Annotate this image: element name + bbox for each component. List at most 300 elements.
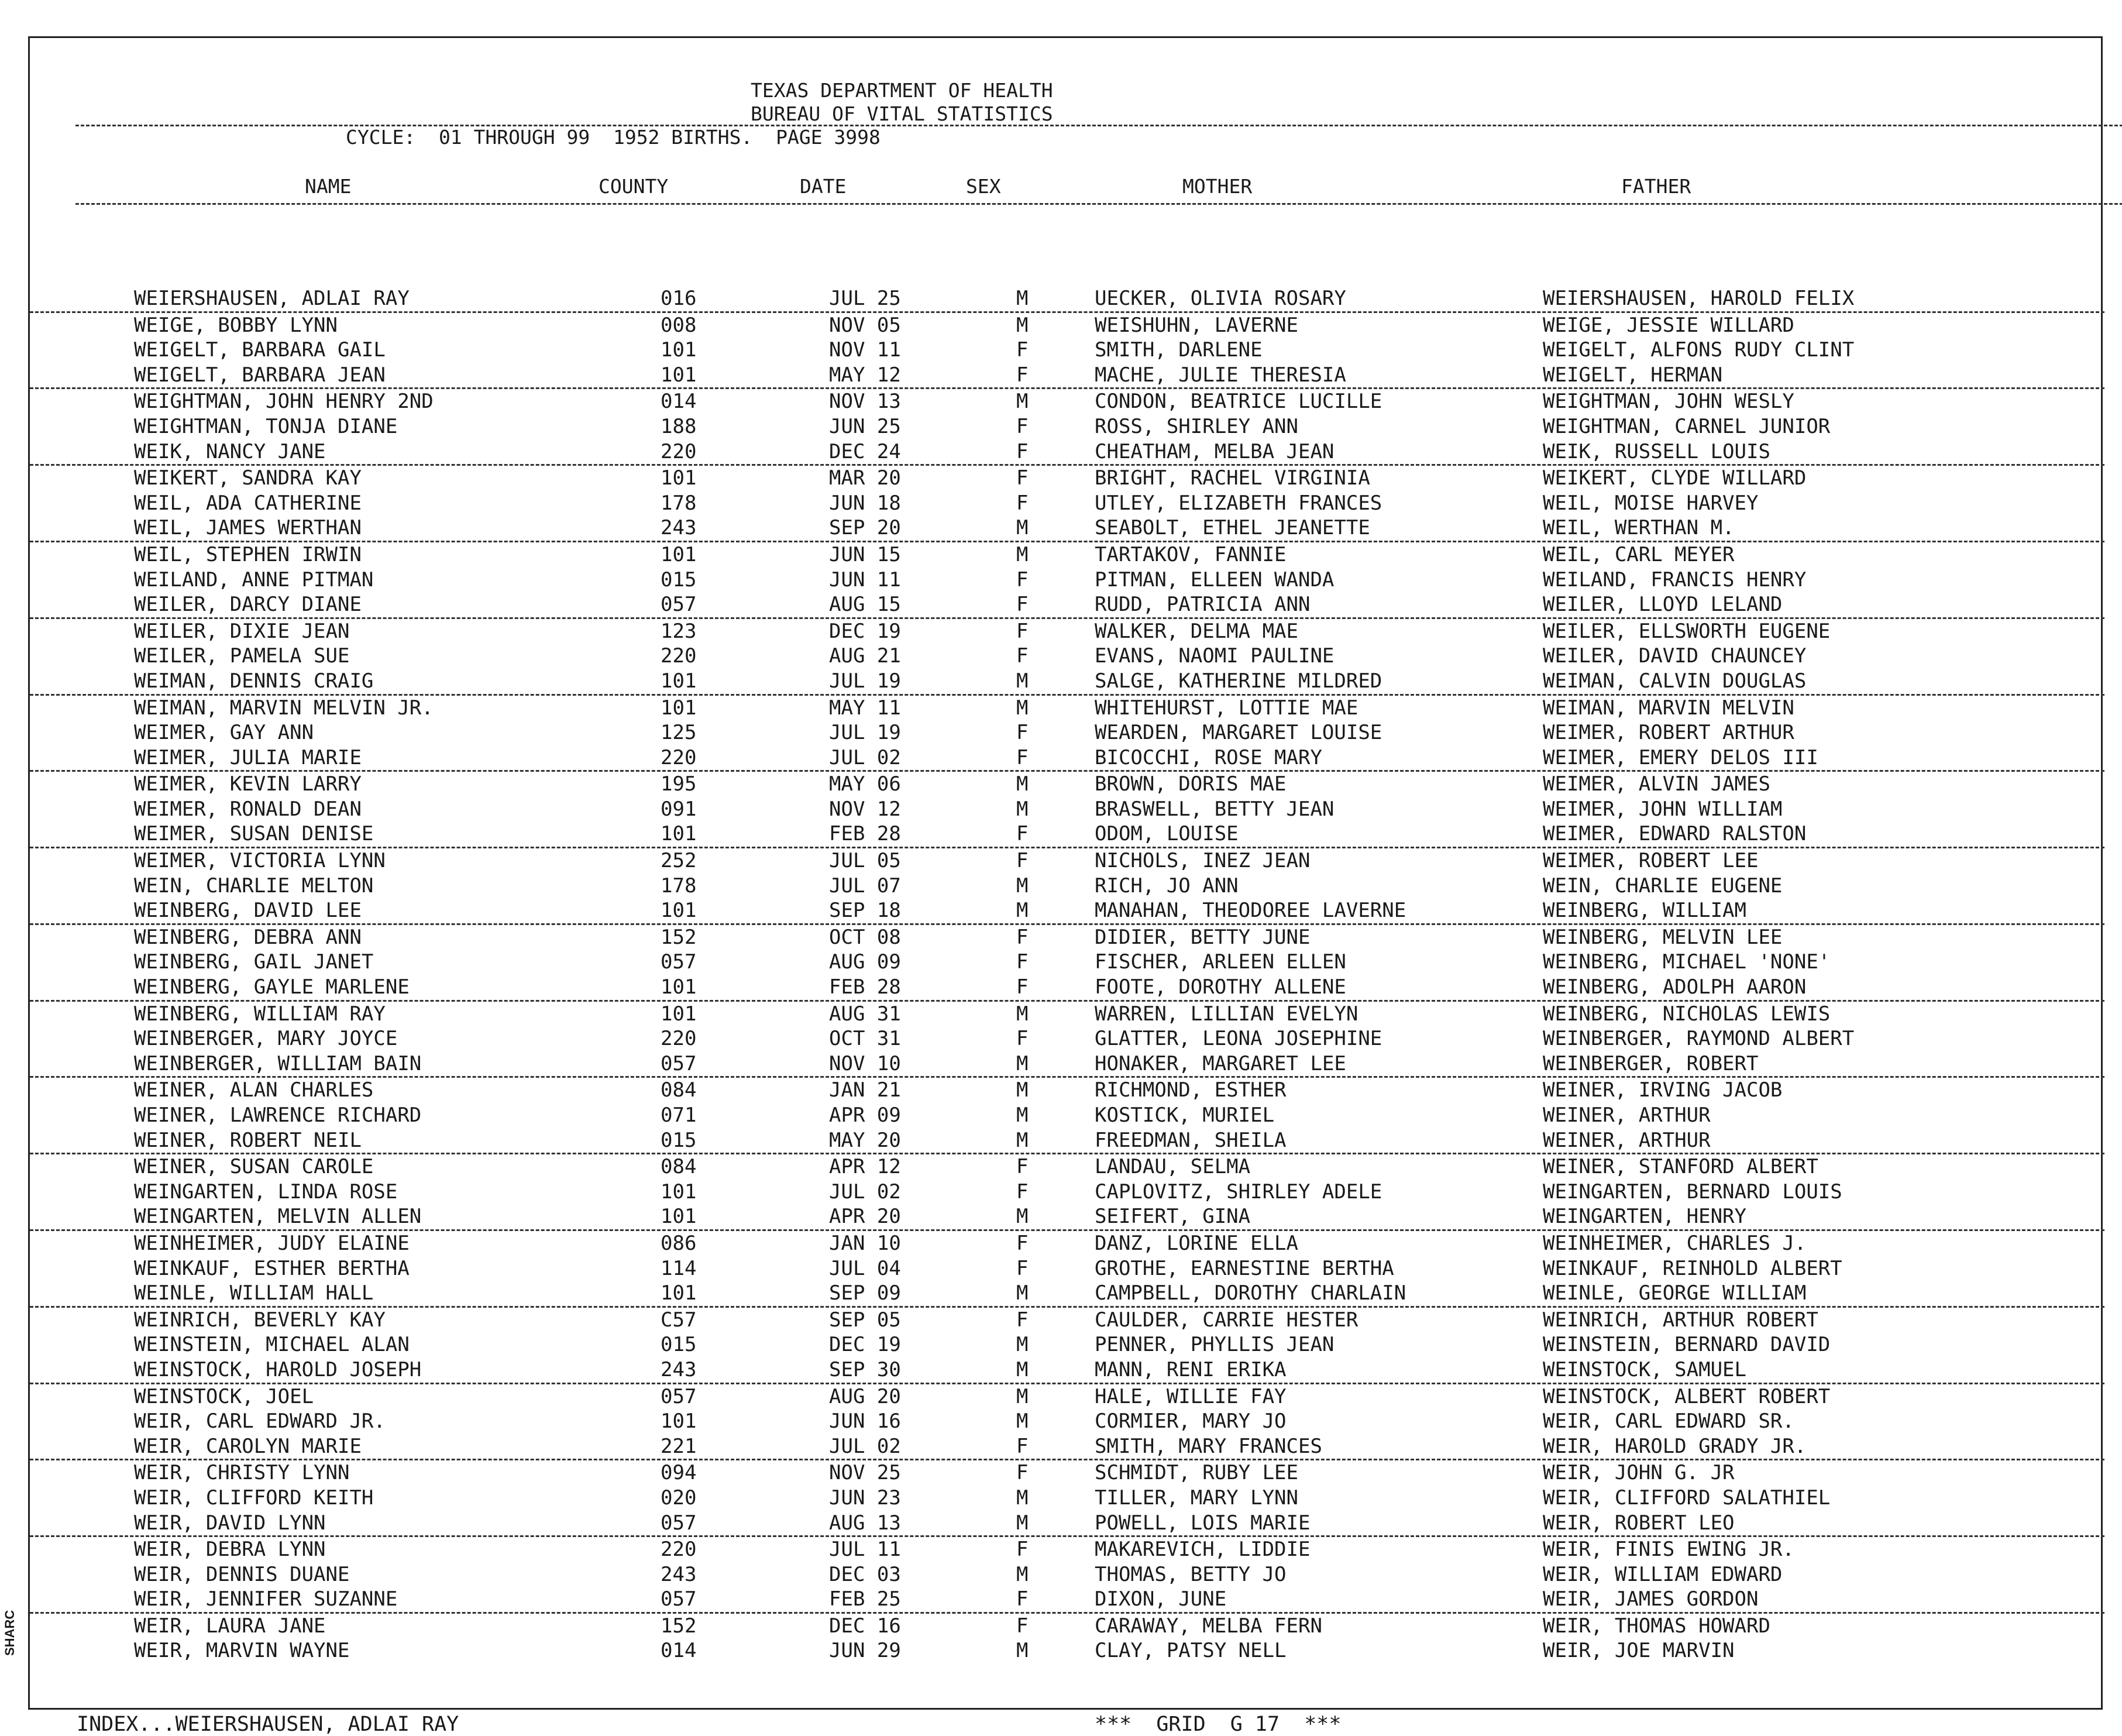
record-name: WEIMAN, MARVIN MELVIN JR. xyxy=(134,696,434,720)
record-mother: FREEDMAN, SHEILA xyxy=(1095,1128,1287,1152)
record-father: WEIL, MOISE HARVEY xyxy=(1543,491,1759,515)
record-mother: SALGE, KATHERINE MILDRED xyxy=(1095,669,1382,693)
record-row xyxy=(30,1638,2104,1663)
record-date: AUG 15 xyxy=(829,593,901,617)
record-row xyxy=(30,1308,2104,1333)
record-row xyxy=(30,975,2104,1002)
record-sex: M xyxy=(1016,287,1029,310)
record-name: WEIGHTMAN, JOHN HENRY 2ND xyxy=(134,390,434,414)
record-sex: M xyxy=(1016,1384,1029,1408)
record-sex: M xyxy=(1016,899,1029,923)
record-county: 086 xyxy=(661,1231,697,1255)
records-table xyxy=(30,286,2104,1663)
record-father: WEIR, CLIFFORD SALATHIEL xyxy=(1543,1486,1831,1510)
record-father: WEIGHTMAN, JOHN WESLY xyxy=(1543,390,1794,414)
record-county: 101 xyxy=(661,975,697,999)
record-date: JUN 25 xyxy=(829,414,901,438)
record-county: 091 xyxy=(661,797,697,821)
record-name: WEINBERG, GAYLE MARLENE xyxy=(134,975,410,999)
record-name: WEINSTOCK, JOEL xyxy=(134,1384,314,1408)
record-father: WEINBERG, WILLIAM xyxy=(1543,899,1746,923)
record-father: WEILER, LLOYD LELAND xyxy=(1543,593,1783,617)
record-father: WEIR, ROBERT LEO xyxy=(1543,1511,1735,1535)
record-county: 057 xyxy=(661,1051,697,1075)
record-county: 243 xyxy=(661,1562,697,1586)
record-sex: F xyxy=(1016,1180,1029,1204)
record-name: WEINGARTEN, MELVIN ALLEN xyxy=(134,1205,422,1229)
record-sex: M xyxy=(1016,669,1029,693)
record-county: 020 xyxy=(661,1486,697,1510)
record-county: 243 xyxy=(661,516,697,540)
record-county: 101 xyxy=(661,1180,697,1204)
record-father: WEILAND, FRANCIS HENRY xyxy=(1543,568,1807,592)
record-name: WEINLE, WILLIAM HALL xyxy=(134,1281,374,1305)
record-date: SEP 30 xyxy=(829,1357,901,1381)
record-row xyxy=(30,1332,2104,1357)
record-mother: SMITH, MARY FRANCES xyxy=(1095,1434,1322,1458)
record-father: WEIN, CHARLIE EUGENE xyxy=(1543,874,1783,898)
column-header-father: FATHER xyxy=(1621,175,1691,198)
record-row xyxy=(30,1614,2104,1639)
record-name: WEIL, STEPHEN IRWIN xyxy=(134,542,362,566)
record-date: AUG 21 xyxy=(829,644,901,668)
record-name: WEILER, DIXIE JEAN xyxy=(134,619,350,643)
record-county: 243 xyxy=(661,1357,697,1381)
record-row xyxy=(30,1026,2104,1051)
record-mother: RICHMOND, ESTHER xyxy=(1095,1078,1287,1102)
record-mother: MAKAREVICH, LIDDIE xyxy=(1095,1538,1311,1562)
record-mother: FISCHER, ARLEEN ELLEN xyxy=(1095,950,1346,974)
record-name: WEIMER, VICTORIA LYNN xyxy=(134,849,386,873)
record-father: WEIR, CARL EDWARD SR. xyxy=(1543,1410,1794,1434)
record-sex: F xyxy=(1016,1256,1029,1280)
record-mother: CLAY, PATSY NELL xyxy=(1095,1639,1287,1663)
record-row xyxy=(30,772,2104,797)
record-mother: BRASWELL, BETTY JEAN xyxy=(1095,797,1335,821)
record-mother: SCHMIDT, RUBY LEE xyxy=(1095,1461,1298,1485)
record-sex: M xyxy=(1016,772,1029,796)
record-county: C57 xyxy=(661,1308,697,1332)
record-name: WEINER, ALAN CHARLES xyxy=(134,1078,374,1102)
record-date: JUN 18 xyxy=(829,491,901,515)
record-row xyxy=(30,1180,2104,1205)
record-mother: TILLER, MARY LYNN xyxy=(1095,1486,1298,1510)
record-county: 008 xyxy=(661,313,697,337)
record-father: WEIR, HAROLD GRADY JR. xyxy=(1543,1434,1807,1458)
record-date: NOV 10 xyxy=(829,1051,901,1075)
record-county: 015 xyxy=(661,568,697,592)
record-father: WEINBERG, MICHAEL 'NONE' xyxy=(1543,950,1831,974)
record-date: JUN 23 xyxy=(829,1486,901,1510)
record-mother: UTLEY, ELIZABETH FRANCES xyxy=(1095,491,1382,515)
record-father: WEIR, JAMES GORDON xyxy=(1543,1587,1759,1611)
record-row xyxy=(30,1537,2104,1562)
column-header-sex: SEX xyxy=(966,175,1001,198)
record-name: WEINBERG, GAIL JANET xyxy=(134,950,374,974)
record-sex: M xyxy=(1016,390,1029,414)
record-sex: F xyxy=(1016,925,1029,949)
record-county: 071 xyxy=(661,1104,697,1127)
record-name: WEIMAN, DENNIS CRAIG xyxy=(134,669,374,693)
record-row xyxy=(30,1562,2104,1587)
record-county: 015 xyxy=(661,1333,697,1357)
record-mother: MACHE, JULIE THERESIA xyxy=(1095,363,1346,387)
record-county: 125 xyxy=(661,721,697,745)
record-name: WEINRICH, BEVERLY KAY xyxy=(134,1308,386,1332)
record-sex: M xyxy=(1016,1357,1029,1381)
record-date: AUG 13 xyxy=(829,1511,901,1535)
record-date: JUN 29 xyxy=(829,1639,901,1663)
record-date: FEB 28 xyxy=(829,975,901,999)
record-sex: F xyxy=(1016,619,1029,643)
record-date: SEP 20 xyxy=(829,516,901,540)
column-header-divider xyxy=(75,203,2122,205)
record-date: MAY 12 xyxy=(829,363,901,387)
record-name: WEIR, DAVID LYNN xyxy=(134,1511,326,1535)
record-mother: TARTAKOV, FANNIE xyxy=(1095,542,1287,566)
record-county: 101 xyxy=(661,822,697,846)
record-father: WEIMER, ALVIN JAMES xyxy=(1543,772,1770,796)
record-mother: CONDON, BEATRICE LUCILLE xyxy=(1095,390,1382,414)
record-county: 057 xyxy=(661,1587,697,1611)
record-date: SEP 09 xyxy=(829,1281,901,1305)
record-date: JUL 02 xyxy=(829,1434,901,1458)
record-name: WEINBERG, WILLIAM RAY xyxy=(134,1002,386,1026)
record-mother: RUDD, PATRICIA ANN xyxy=(1095,593,1311,617)
record-mother: CORMIER, MARY JO xyxy=(1095,1410,1287,1434)
record-father: WEIKERT, CLYDE WILLARD xyxy=(1543,466,1807,490)
record-name: WEIR, CLIFFORD KEITH xyxy=(134,1486,374,1510)
record-name: WEIR, CARL EDWARD JR. xyxy=(134,1410,386,1434)
record-father: WEILER, DAVID CHAUNCEY xyxy=(1543,644,1807,668)
record-date: JAN 21 xyxy=(829,1078,901,1102)
record-sex: F xyxy=(1016,338,1029,362)
record-mother: HALE, WILLIE FAY xyxy=(1095,1384,1287,1408)
record-row xyxy=(30,720,2104,745)
record-mother: NICHOLS, INEZ JEAN xyxy=(1095,849,1311,873)
record-county: 084 xyxy=(661,1078,697,1102)
footer-grid: *** GRID G 17 *** xyxy=(1095,1713,1342,1736)
record-date: MAY 06 xyxy=(829,772,901,796)
record-county: 016 xyxy=(661,287,697,310)
record-sex: F xyxy=(1016,568,1029,592)
record-date: NOV 11 xyxy=(829,338,901,362)
record-sex: F xyxy=(1016,745,1029,769)
record-date: FEB 25 xyxy=(829,1587,901,1611)
record-row xyxy=(30,1078,2104,1103)
record-sex: M xyxy=(1016,1639,1029,1663)
record-row xyxy=(30,696,2104,721)
record-date: JAN 10 xyxy=(829,1231,901,1255)
record-county: 220 xyxy=(661,1538,697,1562)
record-mother: BICOCCHI, ROSE MARY xyxy=(1095,745,1322,769)
record-row xyxy=(30,848,2104,874)
record-county: 178 xyxy=(661,874,697,898)
record-row xyxy=(30,389,2104,414)
record-sex: F xyxy=(1016,1155,1029,1179)
record-mother: ODOM, LOUISE xyxy=(1095,822,1239,846)
record-father: WEIGELT, HERMAN xyxy=(1543,363,1723,387)
record-row xyxy=(30,1587,2104,1614)
record-county: 221 xyxy=(661,1434,697,1458)
record-sex: F xyxy=(1016,593,1029,617)
record-sex: M xyxy=(1016,1002,1029,1026)
record-name: WEINER, ROBERT NEIL xyxy=(134,1128,362,1152)
record-sex: M xyxy=(1016,797,1029,821)
record-mother: UECKER, OLIVIA ROSARY xyxy=(1095,287,1346,310)
record-name: WEIMER, GAY ANN xyxy=(134,721,314,745)
record-mother: WEISHUHN, LAVERNE xyxy=(1095,313,1298,337)
record-date: OCT 31 xyxy=(829,1027,901,1051)
record-mother: CARAWAY, MELBA FERN xyxy=(1095,1614,1322,1638)
record-row xyxy=(30,925,2104,950)
record-father: WEINGARTEN, HENRY xyxy=(1543,1205,1746,1229)
record-mother: PITMAN, ELLEEN WANDA xyxy=(1095,568,1335,592)
record-row xyxy=(30,1409,2104,1434)
record-sex: F xyxy=(1016,1308,1029,1332)
record-mother: MANN, RENI ERIKA xyxy=(1095,1357,1287,1381)
record-name: WEINBERGER, WILLIAM BAIN xyxy=(134,1051,422,1075)
record-county: 101 xyxy=(661,1410,697,1434)
record-sex: F xyxy=(1016,1434,1029,1458)
record-father: WEIGELT, ALFONS RUDY CLINT xyxy=(1543,338,1855,362)
record-father: WEILER, ELLSWORTH EUGENE xyxy=(1543,619,1831,643)
record-date: NOV 13 xyxy=(829,390,901,414)
record-name: WEIR, DEBRA LYNN xyxy=(134,1538,326,1562)
record-date: NOV 12 xyxy=(829,797,901,821)
record-name: WEIGELT, BARBARA GAIL xyxy=(134,338,386,362)
record-father: WEIMER, EDWARD RALSTON xyxy=(1543,822,1807,846)
record-date: APR 09 xyxy=(829,1104,901,1127)
record-mother: WARREN, LILLIAN EVELYN xyxy=(1095,1002,1359,1026)
record-mother: HONAKER, MARGARET LEE xyxy=(1095,1051,1346,1075)
record-county: 220 xyxy=(661,745,697,769)
footer-index: INDEX...WEIERSHAUSEN, ADLAI RAY xyxy=(77,1713,459,1736)
record-county: 094 xyxy=(661,1461,697,1485)
record-sex: M xyxy=(1016,1410,1029,1434)
record-sex: F xyxy=(1016,1461,1029,1485)
record-county: 101 xyxy=(661,1281,697,1305)
record-sex: F xyxy=(1016,849,1029,873)
record-row xyxy=(30,515,2104,542)
record-mother: MANAHAN, THEODOREE LAVERNE xyxy=(1095,899,1406,923)
record-date: JUL 11 xyxy=(829,1538,901,1562)
record-row xyxy=(30,1103,2104,1128)
record-row xyxy=(30,1204,2104,1231)
record-sex: F xyxy=(1016,491,1029,515)
record-sex: M xyxy=(1016,696,1029,720)
record-father: WEINRICH, ARTHUR ROBERT xyxy=(1543,1308,1818,1332)
record-father: WEIERSHAUSEN, HAROLD FELIX xyxy=(1543,287,1855,310)
record-sex: F xyxy=(1016,721,1029,745)
record-row xyxy=(30,797,2104,822)
record-date: JUL 25 xyxy=(829,287,901,310)
record-name: WEILER, DARCY DIANE xyxy=(134,593,362,617)
record-county: 101 xyxy=(661,466,697,490)
record-county: 101 xyxy=(661,1002,697,1026)
record-father: WEIMER, ROBERT ARTHUR xyxy=(1543,721,1794,745)
record-mother: PENNER, PHYLLIS JEAN xyxy=(1095,1333,1335,1357)
record-mother: BRIGHT, RACHEL VIRGINIA xyxy=(1095,466,1370,490)
record-date: AUG 20 xyxy=(829,1384,901,1408)
record-name: WEIR, CHRISTY LYNN xyxy=(134,1461,350,1485)
record-sex: F xyxy=(1016,1614,1029,1638)
record-row xyxy=(30,745,2104,772)
record-row xyxy=(30,1281,2104,1308)
record-date: JUL 07 xyxy=(829,874,901,898)
record-father: WEINBERG, MELVIN LEE xyxy=(1543,925,1783,949)
record-row xyxy=(30,1460,2104,1486)
record-name: WEILER, PAMELA SUE xyxy=(134,644,350,668)
record-name: WEIL, ADA CATHERINE xyxy=(134,491,362,515)
record-row xyxy=(30,286,2104,313)
record-county: 252 xyxy=(661,849,697,873)
record-father: WEIR, FINIS EWING JR. xyxy=(1543,1538,1794,1562)
record-mother: BROWN, DORIS MAE xyxy=(1095,772,1287,796)
record-county: 014 xyxy=(661,1639,697,1663)
record-sex: M xyxy=(1016,516,1029,540)
record-name: WEIN, CHARLIE MELTON xyxy=(134,874,374,898)
record-row xyxy=(30,898,2104,925)
record-date: DEC 16 xyxy=(829,1614,901,1638)
record-county: 188 xyxy=(661,414,697,438)
record-name: WEIR, DENNIS DUANE xyxy=(134,1562,350,1586)
record-sex: M xyxy=(1016,874,1029,898)
record-name: WEINGARTEN, LINDA ROSE xyxy=(134,1180,398,1204)
record-row xyxy=(30,1486,2104,1511)
record-county: 014 xyxy=(661,390,697,414)
record-mother: THOMAS, BETTY JO xyxy=(1095,1562,1287,1586)
record-father: WEIR, WILLIAM EDWARD xyxy=(1543,1562,1783,1586)
record-sex: F xyxy=(1016,1587,1029,1611)
record-county: 057 xyxy=(661,593,697,617)
record-father: WEINKAUF, REINHOLD ALBERT xyxy=(1543,1256,1842,1280)
record-row xyxy=(30,1357,2104,1384)
record-father: WEIMER, JOHN WILLIAM xyxy=(1543,797,1783,821)
record-name: WEIMER, KEVIN LARRY xyxy=(134,772,362,796)
record-date: JUL 02 xyxy=(829,1180,901,1204)
record-mother: RICH, JO ANN xyxy=(1095,874,1239,898)
record-mother: DIXON, JUNE xyxy=(1095,1587,1227,1611)
agency-title: TEXAS DEPARTMENT OF HEALTH xyxy=(751,79,1053,102)
record-name: WEINSTEIN, MICHAEL ALAN xyxy=(134,1333,410,1357)
record-mother: POWELL, LOIS MARIE xyxy=(1095,1511,1311,1535)
record-date: FEB 28 xyxy=(829,822,901,846)
record-row xyxy=(30,466,2104,491)
record-date: JUL 19 xyxy=(829,669,901,693)
record-name: WEIERSHAUSEN, ADLAI RAY xyxy=(134,287,410,310)
record-date: SEP 18 xyxy=(829,899,901,923)
record-sex: M xyxy=(1016,1562,1029,1586)
record-county: 101 xyxy=(661,696,697,720)
record-sex: F xyxy=(1016,363,1029,387)
record-name: WEINBERG, DAVID LEE xyxy=(134,899,362,923)
record-mother: WHITEHURST, LOTTIE MAE xyxy=(1095,696,1359,720)
record-date: JUN 15 xyxy=(829,542,901,566)
record-sex: M xyxy=(1016,1333,1029,1357)
record-father: WEINER, ARTHUR xyxy=(1543,1104,1711,1127)
record-father: WEIR, JOE MARVIN xyxy=(1543,1639,1735,1663)
record-date: JUL 19 xyxy=(829,721,901,745)
record-county: 084 xyxy=(661,1155,697,1179)
record-sex: F xyxy=(1016,1538,1029,1562)
column-header-name: NAME xyxy=(305,175,352,198)
record-father: WEIR, JOHN G. JR xyxy=(1543,1461,1735,1485)
record-date: DEC 19 xyxy=(829,1333,901,1357)
record-mother: DANZ, LORINE ELLA xyxy=(1095,1231,1298,1255)
record-sex: M xyxy=(1016,1078,1029,1102)
record-date: OCT 08 xyxy=(829,925,901,949)
record-mother: GROTHE, EARNESTINE BERTHA xyxy=(1095,1256,1394,1280)
record-date: NOV 25 xyxy=(829,1461,901,1485)
record-father: WEIGE, JESSIE WILLARD xyxy=(1543,313,1794,337)
record-name: WEIR, CAROLYN MARIE xyxy=(134,1434,362,1458)
record-date: AUG 09 xyxy=(829,950,901,974)
record-row xyxy=(30,1231,2104,1256)
record-mother: CAMPBELL, DOROTHY CHARLAIN xyxy=(1095,1281,1406,1305)
record-father: WEIMER, EMERY DELOS III xyxy=(1543,745,1818,769)
record-sex: F xyxy=(1016,1027,1029,1051)
record-sex: F xyxy=(1016,950,1029,974)
record-sex: M xyxy=(1016,1128,1029,1152)
record-father: WEINER, ARTHUR xyxy=(1543,1128,1711,1152)
record-sex: F xyxy=(1016,822,1029,846)
record-sex: F xyxy=(1016,439,1029,463)
record-sex: M xyxy=(1016,1281,1029,1305)
record-mother: CAULDER, CARRIE HESTER xyxy=(1095,1308,1359,1332)
record-mother: WALKER, DELMA MAE xyxy=(1095,619,1298,643)
record-father: WEINER, STANFORD ALBERT xyxy=(1543,1155,1818,1179)
record-county: 178 xyxy=(661,491,697,515)
record-name: WEINBERG, DEBRA ANN xyxy=(134,925,362,949)
record-father: WEINBERG, NICHOLAS LEWIS xyxy=(1543,1002,1831,1026)
record-date: JUL 02 xyxy=(829,745,901,769)
record-name: WEINKAUF, ESTHER BERTHA xyxy=(134,1256,410,1280)
record-mother: GLATTER, LEONA JOSEPHINE xyxy=(1095,1027,1382,1051)
record-row xyxy=(30,1051,2104,1078)
record-mother: SMITH, DARLENE xyxy=(1095,338,1263,362)
record-row xyxy=(30,491,2104,516)
record-mother: EVANS, NAOMI PAULINE xyxy=(1095,644,1335,668)
column-header-date: DATE xyxy=(800,175,847,198)
record-date: DEC 19 xyxy=(829,619,901,643)
record-father: WEINLE, GEORGE WILLIAM xyxy=(1543,1281,1807,1305)
record-mother: DIDIER, BETTY JUNE xyxy=(1095,925,1311,949)
record-name: WEINHEIMER, JUDY ELAINE xyxy=(134,1231,410,1255)
record-row xyxy=(30,568,2104,593)
record-name: WEIMER, SUSAN DENISE xyxy=(134,822,374,846)
record-mother: ROSS, SHIRLEY ANN xyxy=(1095,414,1298,438)
record-sex: F xyxy=(1016,644,1029,668)
record-name: WEIMER, JULIA MARIE xyxy=(134,745,362,769)
record-row xyxy=(30,644,2104,669)
record-row xyxy=(30,363,2104,390)
record-date: DEC 24 xyxy=(829,439,901,463)
record-sex: F xyxy=(1016,466,1029,490)
record-mother: KOSTICK, MURIEL xyxy=(1095,1104,1275,1127)
record-mother: CAPLOVITZ, SHIRLEY ADELE xyxy=(1095,1180,1382,1204)
record-row xyxy=(30,1384,2104,1410)
record-mother: LANDAU, SELMA xyxy=(1095,1155,1251,1179)
record-county: 220 xyxy=(661,644,697,668)
record-county: 220 xyxy=(661,1027,697,1051)
record-father: WEINSTOCK, ALBERT ROBERT xyxy=(1543,1384,1831,1408)
record-name: WEIR, LAURA JANE xyxy=(134,1614,326,1638)
record-county: 101 xyxy=(661,899,697,923)
record-father: WEINSTOCK, SAMUEL xyxy=(1543,1357,1746,1381)
record-father: WEINGARTEN, BERNARD LOUIS xyxy=(1543,1180,1842,1204)
record-county: 114 xyxy=(661,1256,697,1280)
